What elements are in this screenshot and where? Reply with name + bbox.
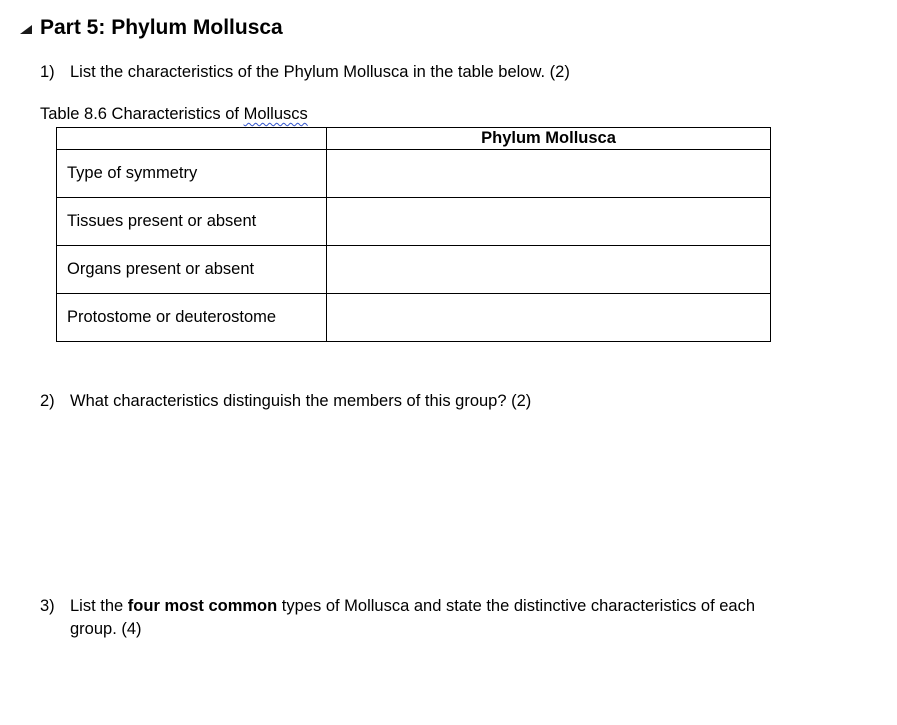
- question-text-start: List the: [70, 597, 128, 615]
- section-heading: [20, 16, 283, 40]
- row-label: Protostome or deuterostome: [57, 294, 327, 342]
- question-text-bold: four most common: [127, 597, 278, 615]
- row-label: Type of symmetry: [57, 150, 327, 198]
- question-number: 2): [40, 392, 55, 410]
- table-header-row: [57, 128, 771, 150]
- collapse-triangle-icon[interactable]: [20, 25, 32, 34]
- table-row: [57, 150, 771, 198]
- characteristics-table: [56, 127, 771, 342]
- heading-text: Part 5: Phylum Mollusca: [40, 16, 283, 39]
- question-3: [40, 595, 795, 641]
- question-text: List the characteristics of the Phylum Mollusca in the table below. (2): [70, 63, 570, 81]
- table-row: [57, 246, 771, 294]
- row-label: Organs present or absent: [57, 246, 327, 294]
- question-text-end: types of Mollusca and state the distinctive characteristics of each group. (4): [70, 597, 756, 638]
- answer-cell[interactable]: [327, 294, 771, 342]
- answer-cell[interactable]: [327, 198, 771, 246]
- question-number: 1): [40, 63, 55, 81]
- header-cell-phylum: Phylum Mollusca: [327, 128, 771, 150]
- table-row: [57, 198, 771, 246]
- question-1: [40, 61, 795, 84]
- question-2: [40, 390, 795, 413]
- caption-prefix: Table 8.6 Characteristics of: [40, 105, 244, 123]
- table-row: [57, 294, 771, 342]
- row-label: Tissues present or absent: [57, 198, 327, 246]
- caption-spellcheck-word[interactable]: Molluscs: [243, 105, 308, 123]
- answer-cell[interactable]: [327, 150, 771, 198]
- answer-cell[interactable]: [327, 246, 771, 294]
- header-cell-empty: [57, 128, 327, 150]
- question-text: [70, 595, 795, 641]
- question-text: What characteristics distinguish the members of this group? (2): [70, 392, 532, 410]
- question-number: 3): [40, 597, 55, 615]
- table-caption: [40, 105, 308, 124]
